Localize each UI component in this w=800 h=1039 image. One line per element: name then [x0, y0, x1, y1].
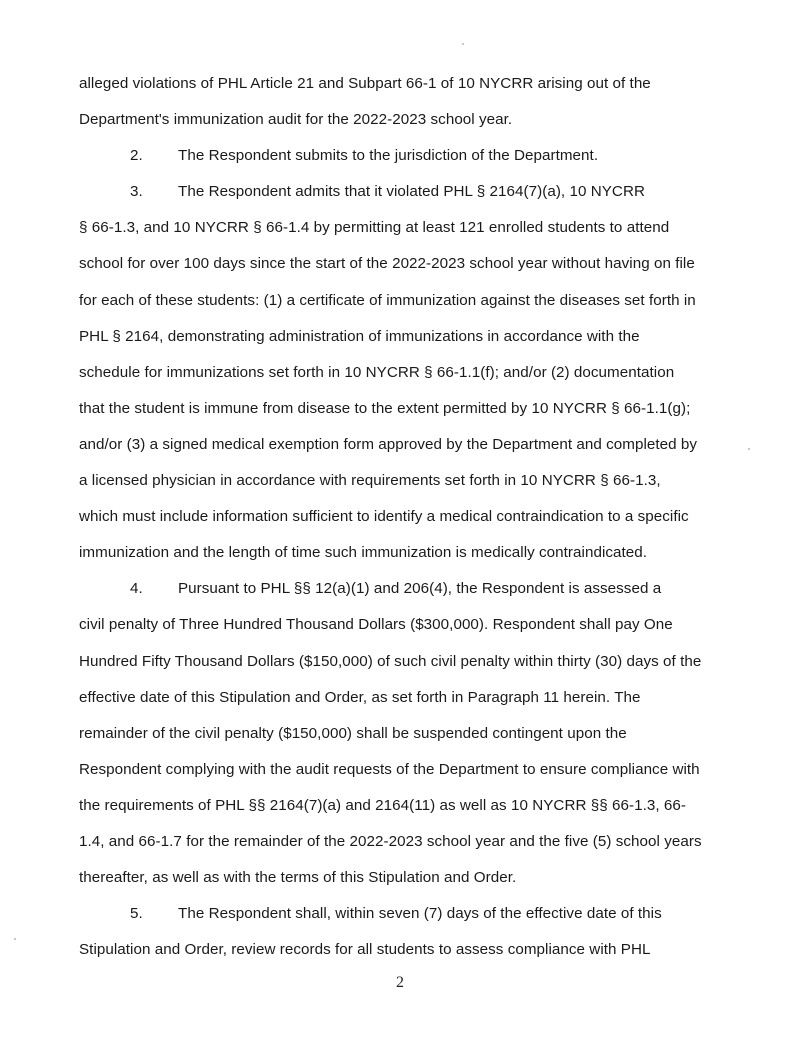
paragraph-first-line [79, 896, 719, 932]
text-line: 1.4, and 66-1.7 for the remainder of the 2022-2023 school year and the five (5) school years [79, 832, 702, 850]
paragraph-lead-text: The Respondent admits that it violated PHL § 2164(7)(a), 10 NYCRR [178, 183, 645, 201]
paragraph-lead-text: Pursuant to PHL §§ 12(a)(1) and 206(4), the Respondent is assessed a [178, 580, 662, 598]
text-line: schedule for immunizations set forth in 10 NYCRR § 66-1.1(f); and/or (2) documentation [79, 363, 675, 381]
paragraph-first-line [79, 174, 719, 210]
paragraph-first-line [79, 571, 719, 607]
text-line: which must include information sufficient to identify a medical contraindication to a specific [79, 508, 689, 526]
text-line: effective date of this Stipulation and Order, as set forth in Paragraph 11 herein. The [79, 688, 641, 706]
text-line: thereafter, as well as with the terms of this Stipulation and Order. [79, 869, 517, 887]
text-line: a licensed physician in accordance with requirements set forth in 10 NYCRR § 66-1.3, [79, 472, 661, 490]
text-line: for each of these students: (1) a certificate of immunization against the diseases set forth in [79, 291, 696, 309]
text-line: PHL § 2164, demonstrating administration of immunizations in accordance with the [79, 327, 640, 345]
text-line: remainder of the civil penalty ($150,000) shall be suspended contingent upon the [79, 724, 627, 742]
paragraph-first-line [79, 138, 719, 174]
text-line: that the student is immune from disease to the extent permitted by 10 NYCRR § 66-1.1(g); [79, 399, 691, 417]
intro-text [79, 66, 719, 138]
paragraph-5 [79, 896, 719, 968]
paragraph-3 [79, 174, 719, 571]
text-line: alleged violations of PHL Article 21 and Subpart 66-1 of 10 NYCRR arising out of the [79, 75, 651, 92]
paragraph-number: 3. [130, 183, 143, 201]
page-number: 2 [396, 974, 404, 991]
text-line: Department's immunization audit for the 2022-2023 school year. [79, 111, 513, 129]
text-line: and/or (3) a signed medical exemption form approved by the Department and completed by [79, 435, 698, 453]
text-line: school for over 100 days since the start of the 2022-2023 school year without having on file [79, 255, 695, 273]
text-line: Hundred Fifty Thousand Dollars ($150,000) of such civil penalty within thirty (30) days of the [79, 652, 702, 670]
text-line: immunization and the length of time such immunization is medically contraindicated. [79, 544, 648, 562]
document-body [79, 66, 719, 968]
paragraph-number: 4. [130, 580, 143, 598]
paragraph-lead-text: The Respondent submits to the jurisdiction of the Department. [178, 147, 599, 165]
paragraph-4 [79, 571, 719, 896]
scan-speck [462, 43, 464, 45]
text-line: Respondent complying with the audit requests of the Department to ensure compliance with [79, 760, 700, 778]
paragraph-number: 2. [130, 147, 143, 165]
text-line: civil penalty of Three Hundred Thousand Dollars ($300,000). Respondent shall pay One [79, 616, 673, 634]
scan-speck [748, 448, 750, 450]
scan-speck [14, 938, 16, 940]
text-line: § 66-1.3, and 10 NYCRR § 66-1.4 by permitting at least 121 enrolled students to attend [79, 219, 670, 237]
text-line: Stipulation and Order, review records for all students to assess compliance with PHL [79, 941, 651, 959]
paragraph-lead-text: The Respondent shall, within seven (7) days of the effective date of this [178, 905, 662, 923]
text-line: the requirements of PHL §§ 2164(7)(a) and 2164(11) as well as 10 NYCRR §§ 66-1.3, 66- [79, 796, 687, 814]
paragraph-number: 5. [130, 905, 143, 923]
paragraph-2 [79, 138, 719, 174]
